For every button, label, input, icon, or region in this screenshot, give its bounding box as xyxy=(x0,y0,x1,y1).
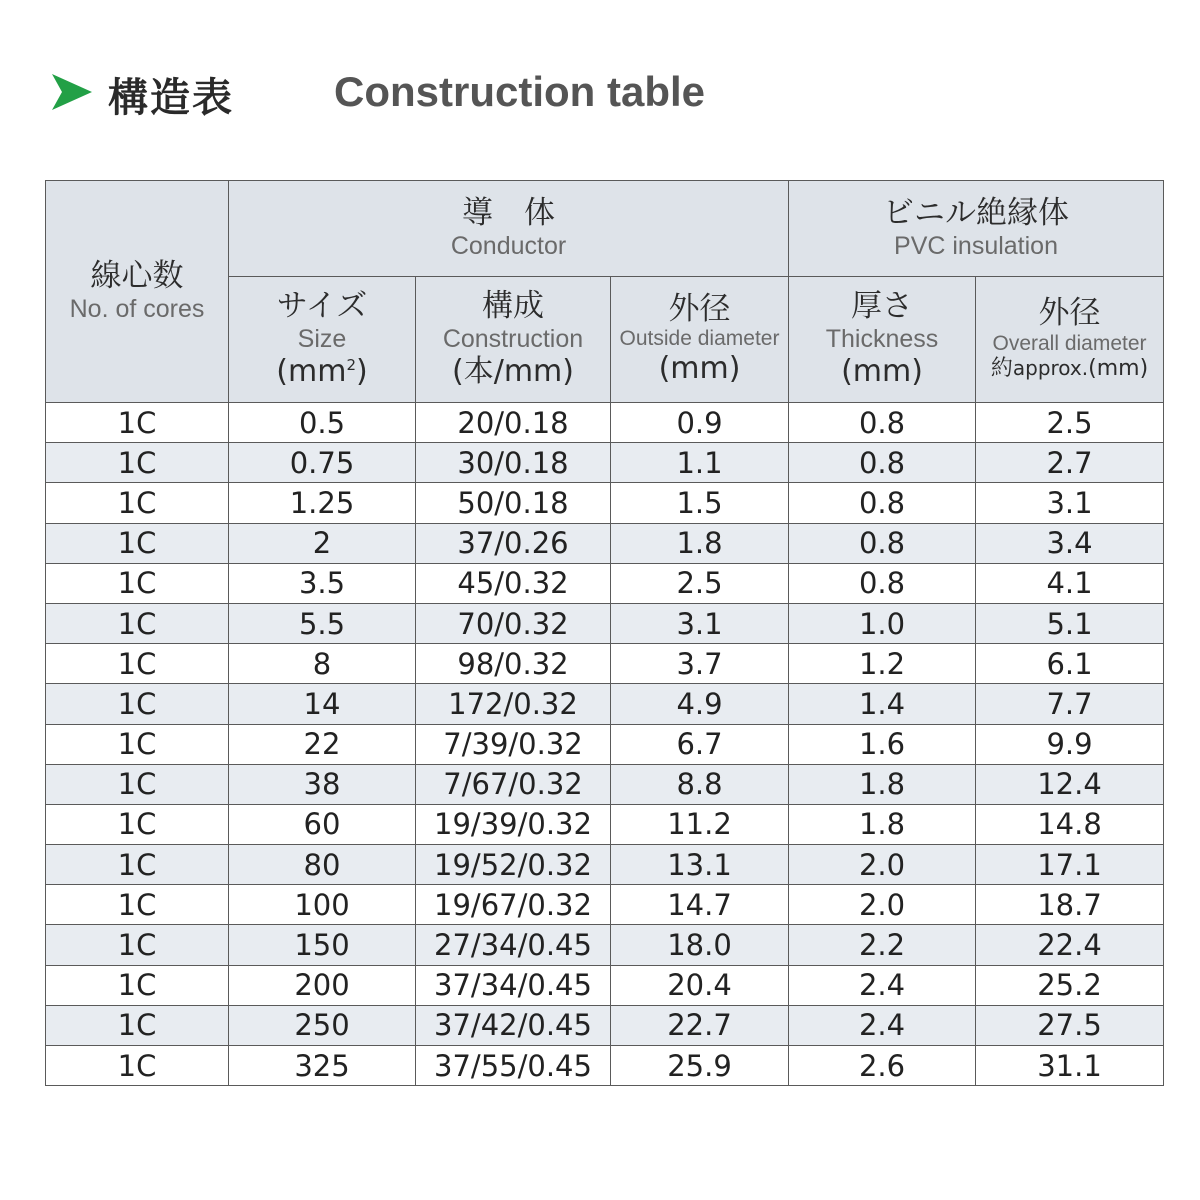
cell-size: 0.5 xyxy=(229,403,416,443)
cell-outside-diameter: 6.7 xyxy=(611,724,789,764)
table-row xyxy=(46,1005,1164,1045)
cell-construction: 27/34/0.45 xyxy=(416,925,611,965)
cell-size: 3.5 xyxy=(229,563,416,603)
cell-thickness: 1.8 xyxy=(789,764,976,804)
header-overall-diameter xyxy=(976,277,1164,403)
cell-cores: 1C xyxy=(46,925,229,965)
cell-outside-diameter: 1.5 xyxy=(611,483,789,523)
cell-thickness: 2.6 xyxy=(789,1046,976,1086)
cell-thickness: 0.8 xyxy=(789,443,976,483)
header-conductor-ja: 導 体 xyxy=(462,195,555,232)
cell-outside-diameter: 22.7 xyxy=(611,1005,789,1045)
cell-cores: 1C xyxy=(46,845,229,885)
header-construction-en: Construction xyxy=(442,324,584,353)
header-overall-diameter-ja: 外径 xyxy=(1038,295,1101,332)
header-construction-unit: (本/mm) xyxy=(452,353,574,389)
cell-overall-diameter: 3.1 xyxy=(976,483,1164,523)
table-row xyxy=(46,925,1164,965)
table-row xyxy=(46,403,1164,443)
unit-suffix: ) xyxy=(355,353,368,389)
table-row xyxy=(46,764,1164,804)
header-insulation-en: PVC insulation xyxy=(894,231,1058,260)
cell-outside-diameter: 3.7 xyxy=(611,644,789,684)
header-size-en: Size xyxy=(297,324,347,353)
cell-overall-diameter: 3.4 xyxy=(976,523,1164,563)
table-row xyxy=(46,845,1164,885)
cell-overall-diameter: 2.7 xyxy=(976,443,1164,483)
cell-cores: 1C xyxy=(46,563,229,603)
header-outside-diameter-ja: 外径 xyxy=(668,290,731,327)
cell-thickness: 1.6 xyxy=(789,724,976,764)
page-heading xyxy=(52,62,1152,126)
cell-thickness: 0.8 xyxy=(789,403,976,443)
cell-size: 14 xyxy=(229,684,416,724)
cell-outside-diameter: 14.7 xyxy=(611,885,789,925)
cell-thickness: 2.0 xyxy=(789,885,976,925)
cell-construction: 172/0.32 xyxy=(416,684,611,724)
header-overall-diameter-unit xyxy=(976,356,1163,382)
cell-thickness: 1.0 xyxy=(789,603,976,643)
cell-cores: 1C xyxy=(46,644,229,684)
cell-outside-diameter: 18.0 xyxy=(611,925,789,965)
table-row xyxy=(46,965,1164,1005)
cell-outside-diameter: 0.9 xyxy=(611,403,789,443)
table-row xyxy=(46,483,1164,523)
cell-outside-diameter: 2.5 xyxy=(611,563,789,603)
cell-thickness: 0.8 xyxy=(789,523,976,563)
cell-overall-diameter: 27.5 xyxy=(976,1005,1164,1045)
cell-outside-diameter: 13.1 xyxy=(611,845,789,885)
cell-size: 150 xyxy=(229,925,416,965)
cell-size: 60 xyxy=(229,804,416,844)
cell-thickness: 2.0 xyxy=(789,845,976,885)
cell-overall-diameter: 17.1 xyxy=(976,845,1164,885)
cell-size: 1.25 xyxy=(229,483,416,523)
cell-overall-diameter: 4.1 xyxy=(976,563,1164,603)
cell-cores: 1C xyxy=(46,443,229,483)
cell-thickness: 2.4 xyxy=(789,1005,976,1045)
page-title-en: Construction table xyxy=(334,68,706,115)
cell-construction: 70/0.32 xyxy=(416,603,611,643)
table-row xyxy=(46,603,1164,643)
cell-overall-diameter: 25.2 xyxy=(976,965,1164,1005)
cell-size: 22 xyxy=(229,724,416,764)
chevron-right-icon xyxy=(52,74,92,110)
cell-size: 8 xyxy=(229,644,416,684)
cell-construction: 19/39/0.32 xyxy=(416,804,611,844)
table-row xyxy=(46,1046,1164,1086)
cell-cores: 1C xyxy=(46,764,229,804)
header-row-group xyxy=(46,181,1164,277)
cell-overall-diameter: 9.9 xyxy=(976,724,1164,764)
table-row xyxy=(46,804,1164,844)
cell-overall-diameter: 18.7 xyxy=(976,885,1164,925)
unit-prefix: (mm xyxy=(276,353,347,389)
cell-size: 325 xyxy=(229,1046,416,1086)
header-thickness-en: Thickness xyxy=(825,324,939,353)
cell-overall-diameter: 6.1 xyxy=(976,644,1164,684)
header-construction xyxy=(416,277,611,403)
cell-construction: 30/0.18 xyxy=(416,443,611,483)
cell-overall-diameter: 12.4 xyxy=(976,764,1164,804)
cell-size: 5.5 xyxy=(229,603,416,643)
unit-superscript: 2 xyxy=(346,355,356,374)
header-construction-ja: 構成 xyxy=(482,288,544,325)
header-conductor-en: Conductor xyxy=(450,231,567,260)
cell-thickness: 0.8 xyxy=(789,563,976,603)
header-thickness xyxy=(789,277,976,403)
header-insulation xyxy=(789,181,1164,277)
header-size xyxy=(229,277,416,403)
cell-thickness: 2.2 xyxy=(789,925,976,965)
cell-construction: 37/42/0.45 xyxy=(416,1005,611,1045)
cell-overall-diameter: 7.7 xyxy=(976,684,1164,724)
unit-approx: approx. xyxy=(1012,356,1089,381)
cell-overall-diameter: 14.8 xyxy=(976,804,1164,844)
table-row xyxy=(46,563,1164,603)
cell-construction: 45/0.32 xyxy=(416,563,611,603)
cell-thickness: 2.4 xyxy=(789,965,976,1005)
cell-size: 80 xyxy=(229,845,416,885)
cell-outside-diameter: 1.1 xyxy=(611,443,789,483)
table-row xyxy=(46,724,1164,764)
cell-construction: 50/0.18 xyxy=(416,483,611,523)
cell-construction: 19/52/0.32 xyxy=(416,845,611,885)
header-cores-en: No. of cores xyxy=(69,294,205,323)
cell-thickness: 1.8 xyxy=(789,804,976,844)
cell-thickness: 1.4 xyxy=(789,684,976,724)
header-thickness-unit: (mm) xyxy=(841,353,923,389)
cell-cores: 1C xyxy=(46,1046,229,1086)
cell-size: 38 xyxy=(229,764,416,804)
header-outside-diameter-unit: (mm) xyxy=(658,351,741,387)
cell-size: 200 xyxy=(229,965,416,1005)
cell-cores: 1C xyxy=(46,483,229,523)
header-cores-ja: 線心数 xyxy=(90,258,184,295)
unit-suffix: (mm) xyxy=(1088,356,1149,382)
cell-cores: 1C xyxy=(46,724,229,764)
cell-outside-diameter: 25.9 xyxy=(611,1046,789,1086)
cell-thickness: 1.2 xyxy=(789,644,976,684)
header-conductor xyxy=(229,181,789,277)
cell-cores: 1C xyxy=(46,684,229,724)
cell-outside-diameter: 1.8 xyxy=(611,523,789,563)
unit-prefix: 約 xyxy=(990,356,1013,382)
cell-construction: 37/0.26 xyxy=(416,523,611,563)
header-outside-diameter-en: Outside diameter xyxy=(619,327,780,351)
header-size-ja: サイズ xyxy=(276,288,368,325)
cell-cores: 1C xyxy=(46,1005,229,1045)
table-row xyxy=(46,523,1164,563)
cell-cores: 1C xyxy=(46,403,229,443)
table-row xyxy=(46,684,1164,724)
table-row xyxy=(46,443,1164,483)
cell-overall-diameter: 31.1 xyxy=(976,1046,1164,1086)
header-overall-diameter-en: Overall diameter xyxy=(992,332,1147,356)
cell-overall-diameter: 5.1 xyxy=(976,603,1164,643)
cell-construction: 98/0.32 xyxy=(416,644,611,684)
cell-outside-diameter: 3.1 xyxy=(611,603,789,643)
header-cores xyxy=(46,181,229,403)
cell-cores: 1C xyxy=(46,885,229,925)
cell-outside-diameter: 20.4 xyxy=(611,965,789,1005)
header-insulation-ja: ビニル絶縁体 xyxy=(883,195,1070,232)
cell-cores: 1C xyxy=(46,965,229,1005)
page-title-ja: 構造表 xyxy=(108,75,234,121)
cell-construction: 20/0.18 xyxy=(416,403,611,443)
cell-thickness: 0.8 xyxy=(789,483,976,523)
cell-size: 2 xyxy=(229,523,416,563)
cell-construction: 37/55/0.45 xyxy=(416,1046,611,1086)
header-outside-diameter xyxy=(611,277,789,403)
table-row xyxy=(46,885,1164,925)
header-thickness-ja: 厚さ xyxy=(851,288,914,325)
cell-size: 100 xyxy=(229,885,416,925)
cell-outside-diameter: 11.2 xyxy=(611,804,789,844)
construction-table xyxy=(45,180,1164,1086)
cell-outside-diameter: 4.9 xyxy=(611,684,789,724)
cell-size: 0.75 xyxy=(229,443,416,483)
header-size-unit xyxy=(229,354,415,390)
table-row xyxy=(46,644,1164,684)
cell-construction: 7/39/0.32 xyxy=(416,724,611,764)
cell-outside-diameter: 8.8 xyxy=(611,764,789,804)
table-header xyxy=(46,181,1164,403)
table-body xyxy=(46,403,1164,1086)
cell-overall-diameter: 22.4 xyxy=(976,925,1164,965)
cell-overall-diameter: 2.5 xyxy=(976,403,1164,443)
cell-cores: 1C xyxy=(46,603,229,643)
cell-construction: 7/67/0.32 xyxy=(416,764,611,804)
cell-construction: 37/34/0.45 xyxy=(416,965,611,1005)
cell-cores: 1C xyxy=(46,804,229,844)
cell-construction: 19/67/0.32 xyxy=(416,885,611,925)
cell-size: 250 xyxy=(229,1005,416,1045)
cell-cores: 1C xyxy=(46,523,229,563)
